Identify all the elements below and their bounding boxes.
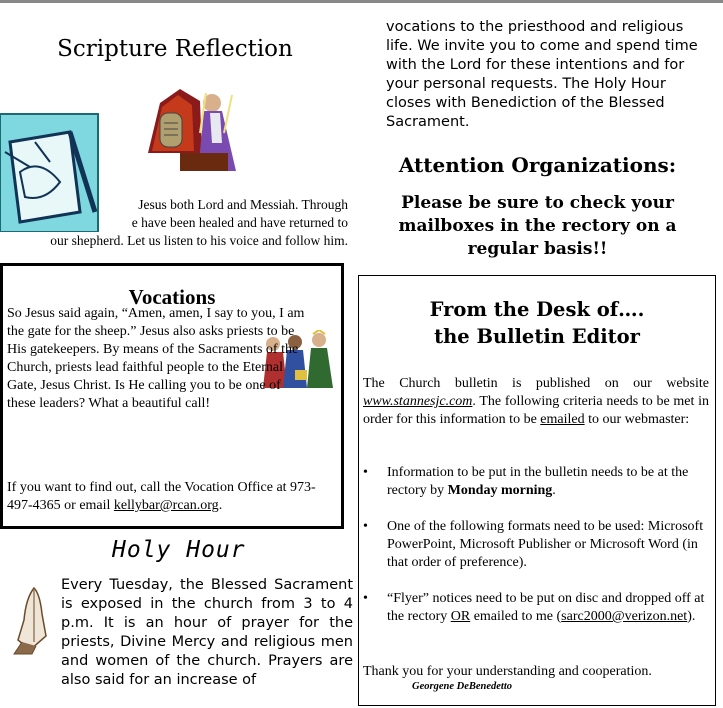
vocations-contact-end: . [218,498,223,513]
editor-signature: Georgene DeBenedetto [412,681,513,692]
vocations-body [7,305,312,413]
editor-heading-line1: From the Desk of…. [429,298,645,321]
item1-text: Information to be put in the bulletin needs to be at the rectory by [387,465,689,498]
editor-thanks: Thank you for your understanding and cooperation. [363,664,652,679]
website-link[interactable]: www.stannesjc.com [363,394,473,409]
editor-intro-mid: . The following criteria needs to be met in order for this information to be [363,394,709,427]
scripture-line: our shepherd. Let us listen to his voice and follow him. [50,233,348,248]
scripture-heading: Scripture Reflection [57,36,293,62]
editor-intro-end: to our webmaster: [584,412,690,427]
item1-bold: Monday morning [447,483,553,498]
item3-mid: emailed to me ( [470,609,562,624]
vocations-heading: Vocations [128,285,216,309]
list-item [363,518,709,572]
vocations-contact-text: If you want to find out, call the Vocation Office at 973-497-4365 or email [7,480,316,513]
attention-body: Please be sure to check your mailboxes in the rectory on a regular basis!! [398,193,677,259]
list-item [363,590,709,626]
editor-heading-line2: the Bulletin Editor [434,325,640,348]
editor-criteria-list [363,464,709,644]
editor-intro-start: The Church bulletin is published on our website [363,376,709,391]
editor-email-link[interactable]: sarc2000@verizon.net [561,609,688,624]
emailed-link[interactable]: emailed [540,412,585,427]
scripture-line: Jesus both Lord and Messiah. Through [138,197,348,212]
list-item [363,464,709,500]
scripture-text [0,196,348,250]
attention-heading: Attention Organizations: [398,153,677,177]
top-rule [0,0,723,3]
vocations-email-link[interactable]: kellybar@rcan.org [113,498,219,513]
holy-hour-heading: Holy Hour [112,537,246,563]
vocations-paragraph: So Jesus said again, “Amen, amen, I say to you, I am the gate for the sheep.” Jesus also asks priests to be His gatekeepers. By means of the Sacraments of the Church, priests lead faithful people to the Eternal Gate, Jesus Christ. Is He calling you to be one of these leaders? What a beautiful call! [7,306,305,411]
item3-or: OR [450,609,471,624]
moses-tablets-illustration [140,83,250,173]
vocations-contact [7,479,337,515]
item3-end: ). [687,609,696,624]
praying-hands-illustration [10,584,60,656]
editor-intro [363,375,709,429]
item2-text: One of the following formats need to be used: Microsoft PowerPoint, Microsoft Publisher or Microsoft Word (in that order of preference). [387,519,704,570]
item1-end: . [552,483,556,498]
editor-heading [358,296,716,350]
holy-hour-continued: vocations to the priesthood and religious life. We invite you to come and spend time with the Lord for these intentions and for your personal requests. The Holy Hour closes with Benediction of the Blessed Sacrament. [386,19,698,130]
item3-text: “Flyer” notices need to be put on disc and dropped off at the rectory [387,591,705,624]
holy-hour-body: Every Tuesday, the Blessed Sacrament is exposed in the church from 3 to 4 p.m. It is an hour of prayer for the priests, Divine Mercy and religious men and women of the church. Prayers are also said for an increase of [61,577,353,688]
scripture-line: e have been healed and have returned to [131,215,348,230]
